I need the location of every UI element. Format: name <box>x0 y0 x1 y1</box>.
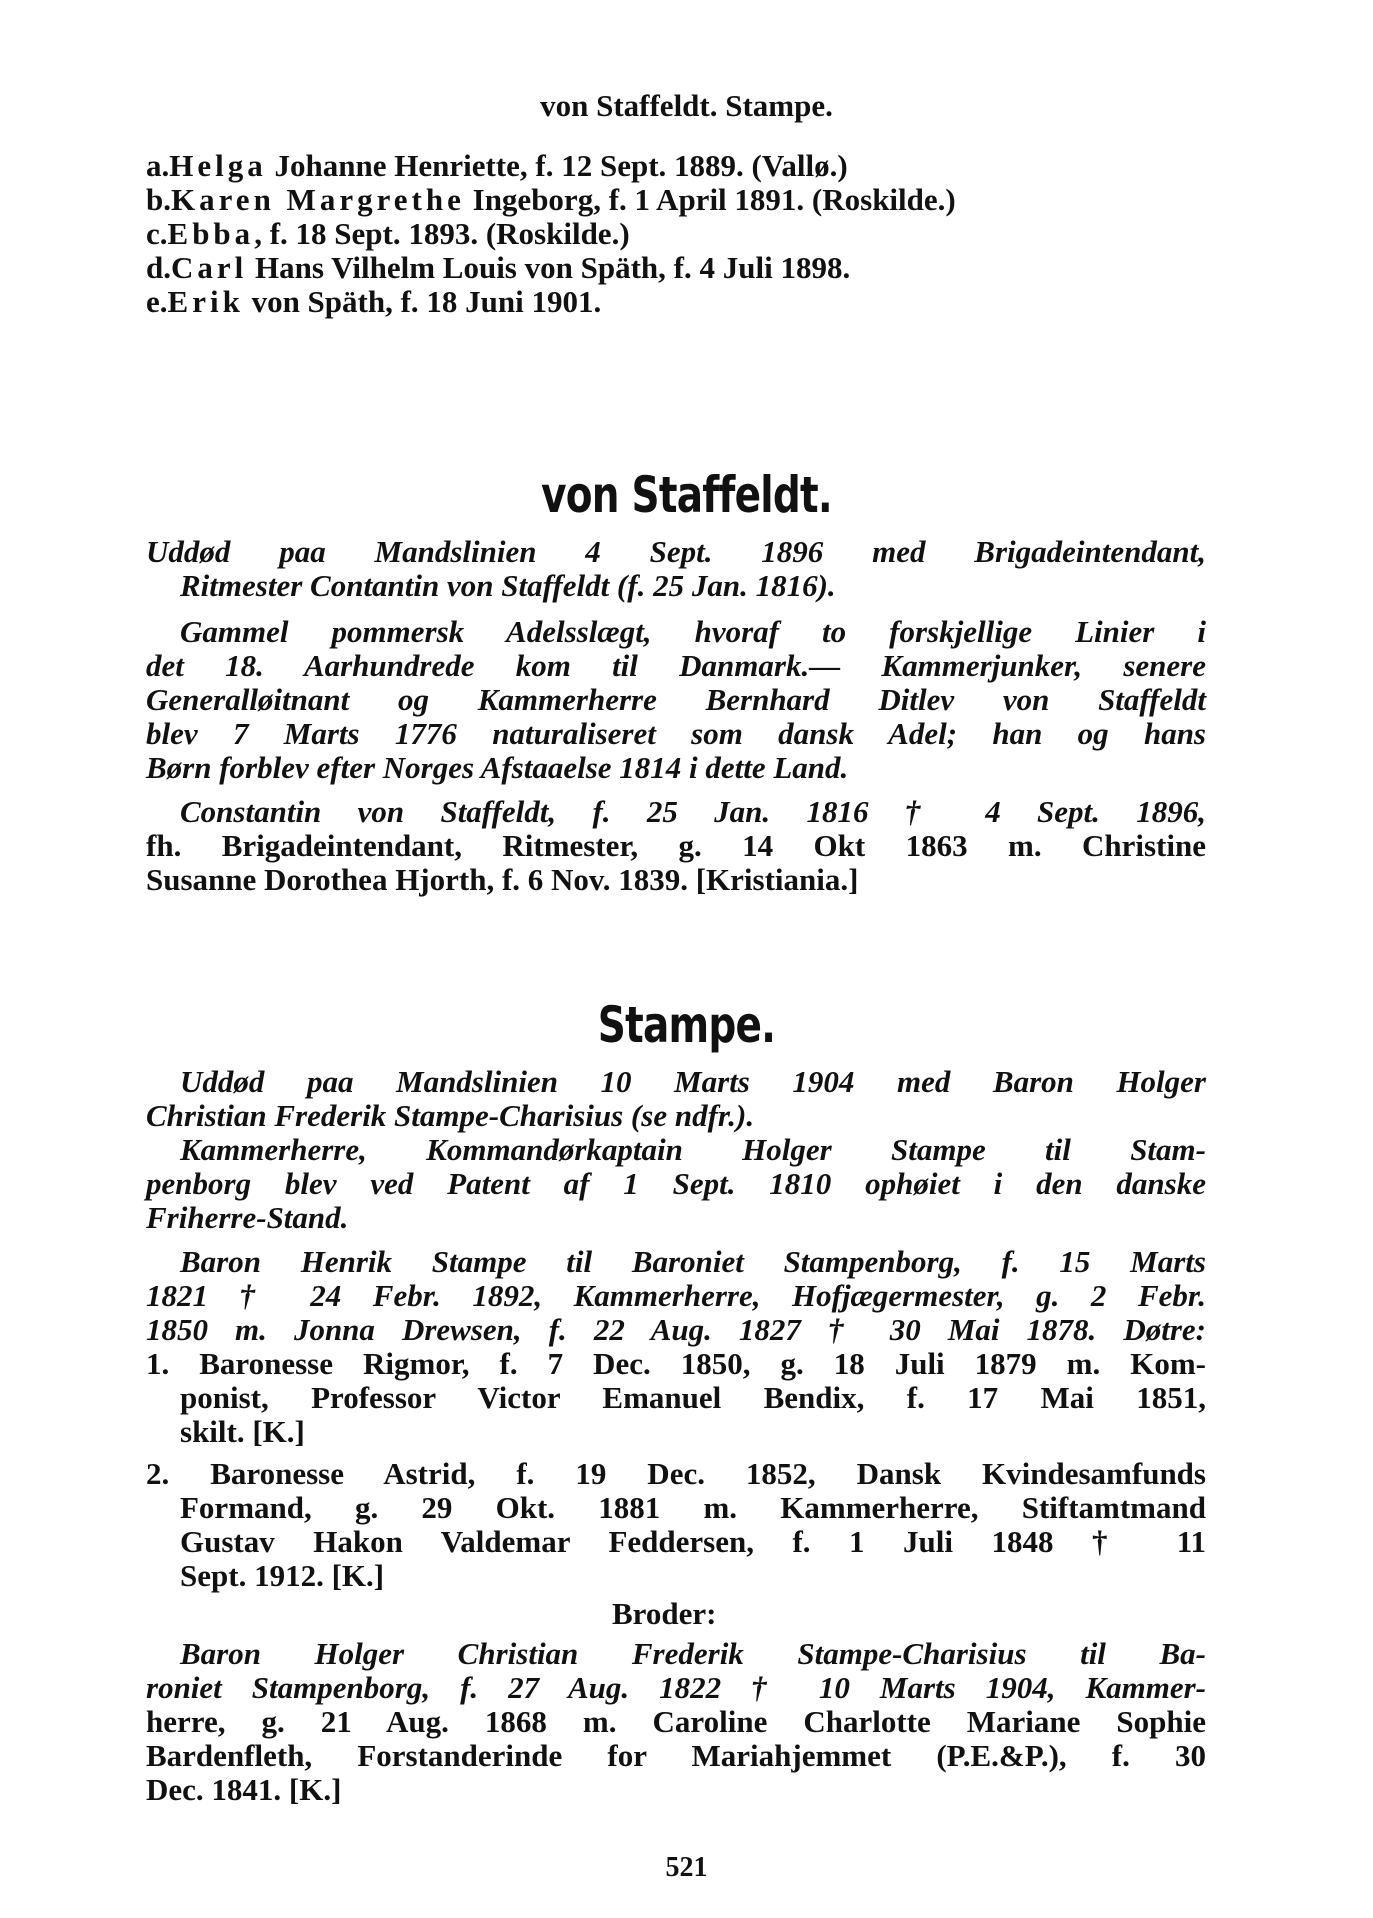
page-number: 521 <box>665 1852 708 1883</box>
staffeldt-line: Constantin von Staffeldt, f. 25 Jan. 1816 † 4 Sept. 1896, <box>180 794 1206 829</box>
stampe-line: Baron Holger Christian Frederik Stampe-Charisius til Ba- <box>180 1636 1206 1671</box>
staffeldt-line: Susanne Dorothea Hjorth, f. 6 Nov. 1839. [Kristiania.] <box>146 862 859 897</box>
stampe-line: penborg blev ved Patent af 1 Sept. 1810 ophøiet i den danske <box>146 1166 1206 1201</box>
stampe-line: Baron Henrik Stampe til Baroniet Stampenborg, f. 15 Marts <box>180 1244 1206 1279</box>
list-item: d.Carl Hans Vilhelm Louis von Späth, f. 4 Juli 1898. <box>146 250 851 285</box>
staffeldt-line: fh. Brigadeintendant, Ritmester, g. 14 Okt 1863 m. Christine <box>146 828 1206 863</box>
list-item: c.Ebba, f. 18 Sept. 1893. (Roskilde.) <box>146 216 630 251</box>
section-title-stampe: Stampe. <box>597 996 776 1054</box>
staffeldt-line: Børn forblev efter Norges Afstaaelse 1814 i dette Land. <box>146 750 849 785</box>
stampe-subheading: Broder: <box>612 1596 717 1631</box>
running-header: von Staffeldt. Stampe. <box>540 88 833 123</box>
stampe-line: Uddød paa Mandslinien 10 Marts 1904 med Baron Holger <box>180 1064 1206 1099</box>
stampe-line: Formand, g. 29 Okt. 1881 m. Kammerherre, Stiftamtmand <box>180 1490 1206 1525</box>
staffeldt-line: det 18. Aarhundrede kom til Danmark.— Kammerjunker, senere <box>146 648 1206 683</box>
stampe-line: 1850 m. Jonna Drewsen, f. 22 Aug. 1827 † 30 Mai 1878. Døtre: <box>146 1312 1206 1347</box>
stampe-line: herre, g. 21 Aug. 1868 m. Caroline Charlotte Mariane Sophie <box>146 1704 1206 1739</box>
stampe-line: Sept. 1912. [K.] <box>180 1558 385 1593</box>
stampe-line: ponist, Professor Victor Emanuel Bendix, f. 17 Mai 1851, <box>180 1380 1206 1415</box>
stampe-line: 1821 † 24 Febr. 1892, Kammerherre, Hofjægermester, g. 2 Febr. <box>146 1278 1206 1313</box>
stampe-line: Dec. 1841. [K.] <box>146 1772 342 1807</box>
list-item: a.Helga Johanne Henriette, f. 12 Sept. 1889. (Vallø.) <box>146 148 848 183</box>
list-item: e.Erik von Späth, f. 18 Juni 1901. <box>146 284 602 319</box>
stampe-line: roniet Stampenborg, f. 27 Aug. 1822 † 10 Marts 1904, Kammer- <box>146 1670 1206 1705</box>
stampe-line: 2. Baronesse Astrid, f. 19 Dec. 1852, Dansk Kvindesamfunds <box>146 1456 1206 1491</box>
staffeldt-line: blev 7 Marts 1776 naturaliseret som dansk Adel; han og hans <box>146 716 1206 751</box>
staffeldt-line: Ritmester Contantin von Staffeldt (f. 25 Jan. 1816). <box>180 568 836 603</box>
stampe-line: Gustav Hakon Valdemar Feddersen, f. 1 Juli 1848 † 11 <box>180 1524 1206 1559</box>
stampe-line: Bardenfleth, Forstanderinde for Mariahjemmet (P.E.&P.), f. 30 <box>146 1738 1206 1773</box>
list-item: b.Karen Margrethe Ingeborg, f. 1 April 1891. (Roskilde.) <box>146 182 956 217</box>
staffeldt-line: Gammel pommersk Adelsslægt, hvoraf to forskjellige Linier i <box>180 614 1206 649</box>
stampe-line: Friherre-Stand. <box>146 1200 349 1235</box>
section-title-staffeldt: von Staffeldt. <box>541 466 832 524</box>
stampe-line: Kammerherre, Kommandørkaptain Holger Stampe til Stam- <box>180 1132 1206 1167</box>
stampe-line: Christian Frederik Stampe-Charisius (se ndfr.). <box>146 1098 755 1133</box>
stampe-line: skilt. [K.] <box>180 1414 305 1449</box>
stampe-line: 1. Baronesse Rigmor, f. 7 Dec. 1850, g. 18 Juli 1879 m. Kom- <box>146 1346 1206 1381</box>
staffeldt-line: Uddød paa Mandslinien 4 Sept. 1896 med Brigadeintendant, <box>146 534 1206 569</box>
staffeldt-line: Generalløitnant og Kammerherre Bernhard Ditlev von Staffeldt <box>146 682 1206 717</box>
